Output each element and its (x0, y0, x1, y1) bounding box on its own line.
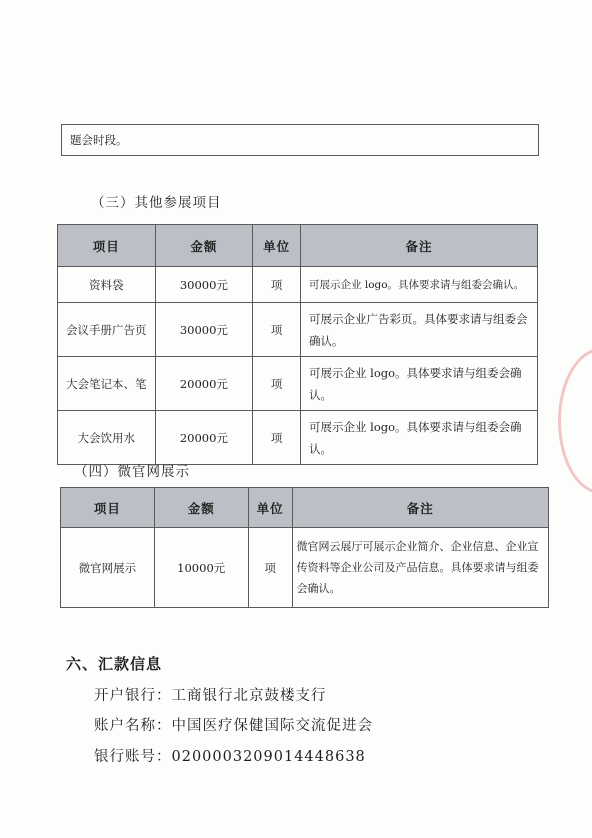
amount-cell: 30000元 (155, 267, 253, 303)
unit-cell: 项 (253, 303, 301, 357)
table-row (61, 528, 549, 608)
account-name-line: 账户名称：中国医疗保健国际交流促进会 (94, 718, 373, 734)
header-item: 项目 (61, 488, 155, 528)
table-row (58, 303, 538, 357)
note-cell: 可展示企业 logo。具体要求请与组委会确认。 (301, 411, 538, 465)
amount-cell: 30000元 (155, 303, 253, 357)
account-number-line: 银行账号：0200003209014448638 (94, 749, 366, 765)
section-3-title: （三）其他参展项目 (91, 195, 222, 211)
header-amount: 金额 (155, 225, 253, 267)
item-cell: 资料袋 (58, 267, 156, 303)
unit-cell: 项 (253, 267, 301, 303)
section-4-title: （四）微官网展示 (74, 464, 190, 480)
other-exhibit-table (57, 224, 538, 465)
item-cell: 大会饮用水 (58, 411, 156, 465)
header-note: 备注 (301, 225, 538, 267)
amount-cell: 10000元 (154, 528, 248, 608)
header-unit: 单位 (253, 225, 301, 267)
previous-table-fragment (61, 124, 539, 156)
note-cell: 可展示企业 logo。具体要求请与组委会确认。 (301, 267, 538, 303)
remit-heading: 六、汇款信息 (66, 655, 163, 673)
item-cell: 会议手册广告页 (58, 303, 156, 357)
table-row (58, 267, 538, 303)
micro-site-table (60, 487, 549, 608)
note-cell: 可展示企业广告彩页。具体要求请与组委会确认。 (301, 303, 538, 357)
table-row (58, 411, 538, 465)
header-amount: 金额 (154, 488, 248, 528)
item-cell: 微官网展示 (61, 528, 155, 608)
header-note: 备注 (292, 488, 548, 528)
fragment-cell: 题会时段。 (62, 125, 539, 156)
bank-line: 开户银行：工商银行北京鼓楼支行 (94, 688, 327, 704)
header-unit: 单位 (248, 488, 292, 528)
unit-cell: 项 (253, 357, 301, 411)
unit-cell: 项 (253, 411, 301, 465)
header-item: 项目 (58, 225, 156, 267)
amount-cell: 20000元 (155, 357, 253, 411)
note-cell: 可展示企业 logo。具体要求请与组委会确认。 (301, 357, 538, 411)
unit-cell: 项 (248, 528, 292, 608)
amount-cell: 20000元 (155, 411, 253, 465)
item-cell: 大会笔记本、笔 (58, 357, 156, 411)
table-row (58, 357, 538, 411)
seal-stamp (558, 348, 592, 494)
note-cell: 微官网云展厅可展示企业简介、企业信息、企业宣传资料等企业公司及产品信息。具体要求请与组委会确认。 (292, 528, 548, 608)
